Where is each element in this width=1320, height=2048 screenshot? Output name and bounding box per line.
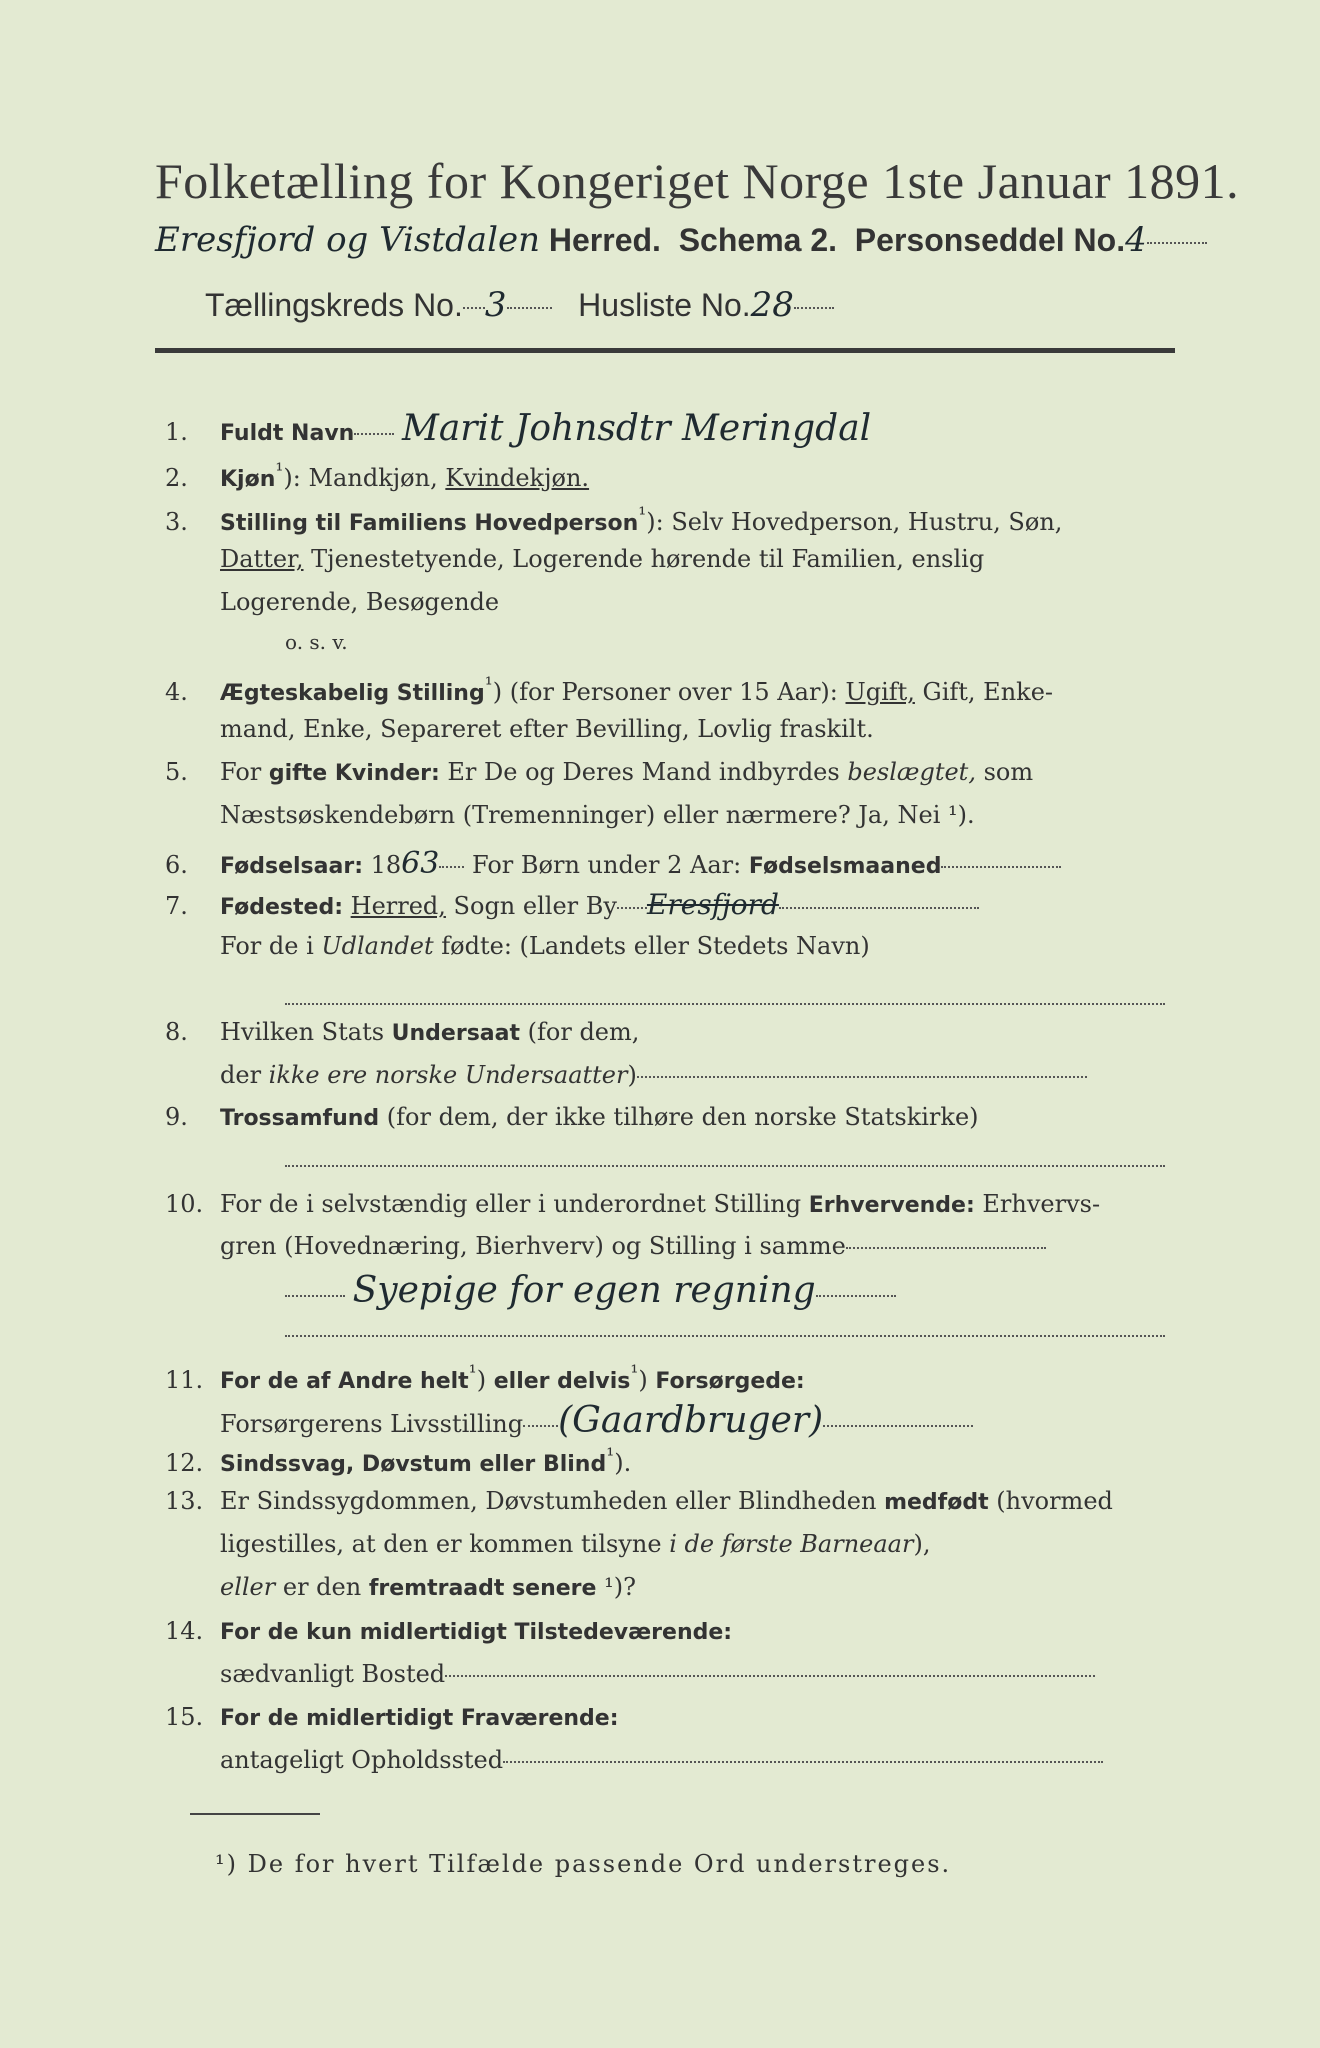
item-number: 1. bbox=[165, 418, 188, 446]
dotted-line bbox=[941, 865, 1061, 868]
item-text: Gift, Enke- bbox=[914, 678, 1054, 706]
item-text: Næstsøskendebørn (Tremenninger) eller nærmere? Ja, Nei ¹). bbox=[220, 801, 975, 829]
header-rule bbox=[155, 348, 1175, 353]
dotted-line bbox=[285, 1164, 1165, 1167]
item-label: eller delvis bbox=[486, 1369, 631, 1394]
item-4-line-2 bbox=[220, 715, 874, 743]
item-5-line-2 bbox=[220, 801, 975, 829]
item-text: o. s. v. bbox=[285, 630, 348, 654]
dotted-line bbox=[823, 1424, 973, 1427]
item-text: beslægtet, bbox=[847, 758, 976, 786]
item-text: sædvanligt Bosted bbox=[220, 1660, 446, 1688]
item-label: For de af Andre helt bbox=[220, 1369, 469, 1394]
header-line-2 bbox=[155, 220, 1207, 260]
item-text: mand, Enke, Separeret efter Bevilling, Lovlig fraskilt. bbox=[220, 715, 874, 743]
item-text: Hvilken Stats bbox=[220, 1018, 392, 1046]
dotted-line bbox=[285, 1294, 345, 1297]
item-text: Udlandet bbox=[321, 932, 434, 960]
item-7-line-3 bbox=[285, 988, 1165, 1016]
dotted-line bbox=[285, 1334, 1165, 1337]
item-3 bbox=[165, 502, 1062, 536]
birth-year-value: 63 bbox=[401, 846, 440, 881]
item-label: medfødt bbox=[884, 1490, 989, 1515]
item-text: ikke ere norske Undersaatter bbox=[268, 1061, 628, 1089]
item-number: 10. bbox=[165, 1190, 204, 1218]
item-text: ), bbox=[913, 1530, 931, 1558]
item-label: For de kun midlertidigt Tilstedeværende: bbox=[220, 1620, 733, 1645]
item-label: Fødselsaar: bbox=[220, 854, 363, 879]
item-text: For de i bbox=[220, 932, 322, 960]
item-text: For Børn under 2 Aar: bbox=[464, 851, 749, 879]
item-text: Er Sindssygdommen, Døvstumheden eller Blindheden bbox=[220, 1487, 885, 1515]
item-text: Er De og Deres Mand indbyrdes bbox=[439, 758, 848, 786]
item-11-line-2 bbox=[220, 1400, 973, 1441]
item-label: Stilling til Familiens Hovedperson bbox=[220, 511, 639, 536]
item-12: 12. Sindssvag, Døvstum eller Blind$^{^1}$). bbox=[165, 1443, 632, 1477]
item-text: der bbox=[220, 1061, 269, 1089]
item-14 bbox=[165, 1617, 732, 1645]
full-name-value: Marit Johnsdtr Meringdal bbox=[401, 408, 872, 449]
item-label: Kjøn bbox=[220, 467, 276, 492]
item-13-line-3 bbox=[220, 1573, 636, 1601]
husliste-label: Husliste No. bbox=[578, 287, 751, 323]
item-label: Forsørgede: bbox=[647, 1369, 805, 1394]
item-8-line-2: der ikke ere norske Undersaatter) bbox=[220, 1061, 1087, 1089]
selected-option: Kvindekjøn. bbox=[445, 464, 590, 492]
dotted-line bbox=[846, 1246, 1046, 1249]
kreds-label: Tællingskreds No. bbox=[205, 287, 463, 323]
item-number: 3. bbox=[165, 508, 188, 536]
item-label: Undersaat bbox=[391, 1021, 521, 1046]
item-number: 15. bbox=[165, 1703, 204, 1731]
year-prefix: 18 bbox=[363, 851, 402, 879]
item-3-line-2 bbox=[220, 545, 984, 573]
item-3-line-4 bbox=[285, 630, 348, 654]
item-4 bbox=[165, 672, 1053, 706]
item-text: For bbox=[220, 758, 269, 786]
item-10-line-3 bbox=[285, 1270, 896, 1311]
item-number: 7. bbox=[165, 892, 188, 920]
item-text: Forsørgerens Livsstilling bbox=[220, 1410, 524, 1438]
item-text: som bbox=[975, 758, 1034, 786]
item-7 bbox=[165, 888, 979, 921]
item-label: For de midlertidigt Fraværende: bbox=[220, 1706, 619, 1731]
item-text: (for dem, bbox=[520, 1018, 640, 1046]
item-text: antageligt Opholdssted bbox=[220, 1746, 504, 1774]
item-text: ¹)? bbox=[596, 1573, 636, 1601]
dotted-line bbox=[463, 306, 485, 309]
item-number: 5. bbox=[165, 758, 188, 786]
footnote-mark: ¹ bbox=[484, 672, 493, 696]
item-text: (for dem, der ikke tilhøre den norske Statskirke) bbox=[379, 1103, 979, 1131]
item-number: 11. bbox=[165, 1366, 204, 1394]
dotted-line bbox=[779, 906, 979, 909]
dotted-line bbox=[523, 1424, 558, 1427]
item-6 bbox=[165, 846, 1061, 881]
provider-occupation-value: (Gaardbruger) bbox=[558, 1400, 824, 1441]
dotted-line bbox=[507, 306, 552, 309]
item-1 bbox=[165, 408, 871, 449]
item-text: gren (Hovednæring, Bierhverv) og Stilling i samme bbox=[220, 1232, 846, 1260]
item-text: ) (for Personer over 15 Aar): bbox=[492, 678, 846, 706]
item-number: 6. bbox=[165, 851, 188, 879]
item-text: ): Selv Hovedperson, Hustru, Søn, bbox=[646, 508, 1063, 536]
item-text: (hvormed bbox=[988, 1487, 1113, 1515]
herred-label: Herred. bbox=[548, 222, 661, 258]
footnote-mark: ¹ bbox=[638, 502, 647, 526]
dotted-line bbox=[439, 865, 464, 868]
dotted-line bbox=[354, 432, 394, 435]
item-11: 11. For de af Andre helt$^{^1}$) eller delvis$^{^1}$) Forsørgede: bbox=[165, 1360, 805, 1394]
herred-value: Eresfjord og Vistdalen bbox=[155, 220, 540, 260]
dotted-line bbox=[1147, 241, 1207, 244]
item-text: For de i selvstændig eller i underordnet Stilling bbox=[220, 1190, 809, 1218]
item-label: Fuldt Navn bbox=[220, 421, 355, 446]
item-10 bbox=[165, 1190, 1100, 1218]
footnote-mark: ¹ bbox=[275, 458, 284, 482]
item-3-line-3 bbox=[220, 588, 499, 616]
husliste-value: 28 bbox=[750, 285, 794, 325]
item-text: Erhvervs- bbox=[974, 1190, 1101, 1218]
item-text: Sogn eller By bbox=[445, 892, 617, 920]
item-14-line-2 bbox=[220, 1660, 1095, 1688]
dotted-line bbox=[637, 1075, 1087, 1078]
item-label: gifte Kvinder: bbox=[268, 761, 440, 786]
selected-option: Datter, bbox=[220, 545, 304, 573]
item-13 bbox=[165, 1487, 1113, 1515]
item-label: Ægteskabelig Stilling bbox=[220, 681, 485, 706]
item-label: Trossamfund bbox=[220, 1106, 380, 1131]
item-text: er den bbox=[275, 1573, 369, 1601]
item-label: Fødested: bbox=[220, 895, 343, 920]
item-number: 2. bbox=[165, 464, 188, 492]
item-7-line-2 bbox=[220, 932, 870, 960]
item-label: Erhvervende: bbox=[808, 1193, 975, 1218]
form-title: Folketælling for Kongeriget Norge 1ste Januar 1891. bbox=[155, 153, 1240, 209]
item-15-line-2 bbox=[220, 1746, 1103, 1774]
occupation-value: Syepige for egen regning bbox=[352, 1270, 816, 1311]
item-text: ): Mandkjøn, bbox=[283, 464, 446, 492]
item-text: ligestilles, at den er kommen tilsyne bbox=[220, 1530, 670, 1558]
birthplace-value: Eresfjord bbox=[646, 888, 779, 921]
dotted-line bbox=[445, 1674, 1095, 1677]
item-text: Logerende, Besøgende bbox=[220, 588, 500, 616]
selected-option: Herred, bbox=[350, 892, 446, 920]
item-5 bbox=[165, 758, 1033, 786]
item-9-line-2 bbox=[285, 1150, 1165, 1178]
item-number: 8. bbox=[165, 1018, 188, 1046]
item-13-line-2 bbox=[220, 1530, 930, 1558]
item-number: 4. bbox=[165, 678, 188, 706]
dotted-line bbox=[816, 1294, 896, 1297]
item-label: fremtraadt senere bbox=[368, 1576, 597, 1601]
kreds-value: 3 bbox=[484, 285, 507, 325]
item-10-line-2 bbox=[220, 1232, 1046, 1260]
item-9 bbox=[165, 1103, 979, 1131]
selected-option: Ugift, bbox=[845, 678, 915, 706]
footnote: ¹) De for hvert Tilfælde passende Ord understreges. bbox=[215, 1850, 952, 1878]
item-text: Tjenestetyende, Logerende hørende til Familien, enslig bbox=[303, 545, 985, 573]
personseddel-value: 4 bbox=[1125, 220, 1147, 260]
item-text: fødte: (Landets eller Stedets Navn) bbox=[433, 932, 870, 960]
footnote-mark: ¹ bbox=[606, 1443, 615, 1467]
footnote-rule bbox=[190, 1813, 320, 1815]
dotted-line bbox=[285, 1002, 1165, 1005]
item-number: 9. bbox=[165, 1103, 188, 1131]
item-number: 14. bbox=[165, 1617, 204, 1645]
item-number: 12. bbox=[165, 1449, 204, 1477]
dotted-line bbox=[617, 906, 647, 909]
item-8 bbox=[165, 1018, 639, 1046]
item-10-line-4 bbox=[285, 1320, 1165, 1348]
item-label: Sindssvag, Døvstum eller Blind bbox=[220, 1452, 607, 1477]
item-text: eller bbox=[220, 1573, 276, 1601]
header-line-3 bbox=[205, 285, 834, 325]
item-text: i de første Barneaar bbox=[669, 1530, 914, 1558]
schema-label: Schema 2. bbox=[678, 222, 838, 258]
item-number: 13. bbox=[165, 1487, 204, 1515]
item-label: Fødselsmaaned bbox=[748, 854, 942, 879]
dotted-line bbox=[794, 306, 834, 309]
personseddel-label: Personseddel No. bbox=[854, 222, 1126, 258]
item-15 bbox=[165, 1703, 619, 1731]
dotted-line bbox=[503, 1760, 1103, 1763]
item-2 bbox=[165, 458, 589, 492]
